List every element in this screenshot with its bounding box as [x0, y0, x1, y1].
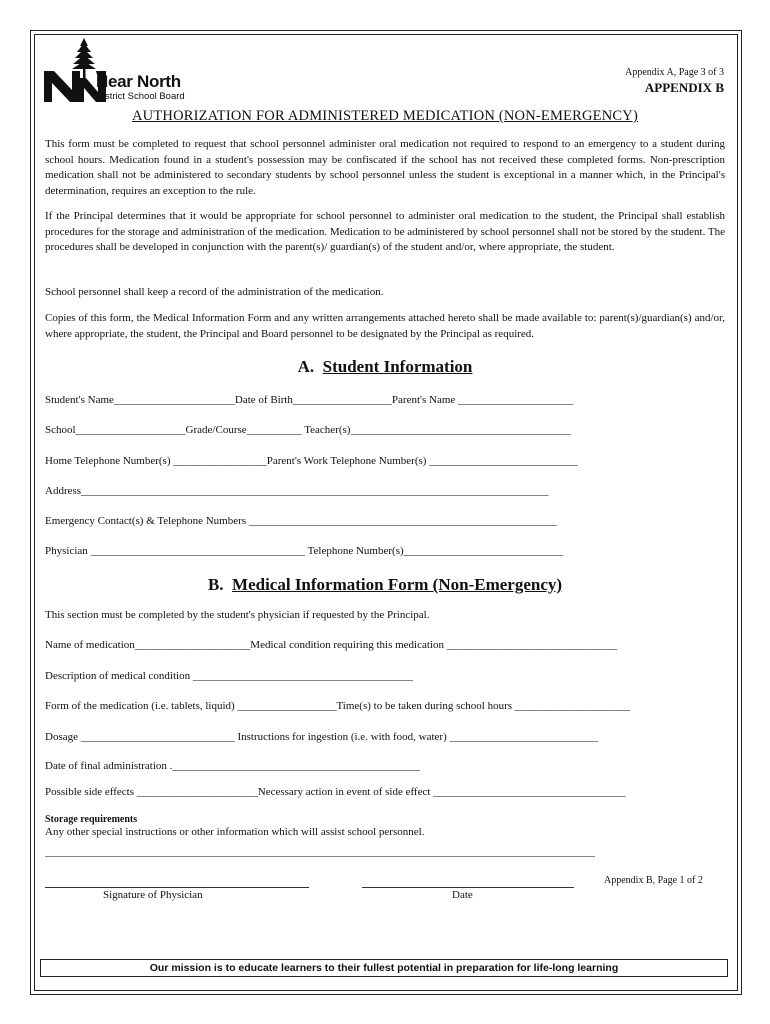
- address-line[interactable]: Address_____________________________________________________________________________________: [45, 485, 549, 497]
- physician-line[interactable]: Physician _______________________________________ Telephone Number(s)_____________________________: [45, 545, 564, 557]
- dosage-line[interactable]: Dosage ____________________________ Instructions for ingestion (i.e. with food, water) ___________________________: [45, 731, 598, 743]
- appendix-label: APPENDIX B: [644, 80, 724, 95]
- school-grade-teacher-line[interactable]: School____________________Grade/Course__________ Teacher(s)________________________________________: [45, 424, 571, 436]
- student-name-line[interactable]: Student's Name______________________Date of Birth__________________Parent's Name _____________________: [45, 394, 574, 406]
- medication-form-line[interactable]: Form of the medication (i.e. tablets, liquid) __________________Time(s) to be taken during school hours _____________________: [45, 700, 631, 712]
- medication-name-line[interactable]: Name of medication_____________________Medical condition requiring this medication _______________________________: [45, 639, 618, 651]
- section-b-letter: B.: [207, 575, 224, 594]
- date-signature-line[interactable]: [362, 887, 574, 888]
- side-effects-line[interactable]: Possible side effects ______________________Necessary action in event of side effect ___________________________________: [45, 786, 626, 798]
- page-reference-top: Appendix A, Page 3 of 3: [625, 67, 724, 78]
- intro-paragraph-4: Copies of this form, the Medical Information Form and any written arrangements attached hereto shall be made available to: parent(s)/guardian(s) and/or, where appropriate, the student, the Principal and Board personnel to be designated by the Principal as required.: [45, 312, 725, 340]
- section-b-intro: This section must be completed by the student's physician if requested by the Principal.: [45, 609, 430, 621]
- org-subtitle: District School Board: [96, 91, 185, 102]
- storage-instructions: Any other special instructions or other information which will assist school personnel.: [45, 826, 425, 838]
- medical-condition-line[interactable]: Description of medical condition ________________________________________: [45, 670, 413, 682]
- physician-signature-label: Signature of Physician: [103, 889, 203, 901]
- page-reference-bottom: Appendix B, Page 1 of 2: [604, 875, 703, 886]
- section-a-heading: [0, 357, 770, 377]
- emergency-contact-line[interactable]: Emergency Contact(s) & Telephone Numbers ________________________________________________________: [45, 515, 557, 527]
- telephone-line[interactable]: Home Telephone Number(s) _________________Parent's Work Telephone Number(s) ___________________________: [45, 455, 578, 467]
- physician-signature-line[interactable]: [45, 887, 309, 888]
- intro-paragraph-3: School personnel shall keep a record of the administration of the medication.: [45, 286, 384, 298]
- final-administration-line[interactable]: Date of final administration ._____________________________________________: [45, 760, 420, 772]
- mission-statement-box: [40, 959, 728, 977]
- storage-requirements-label: Storage requirements: [45, 814, 138, 825]
- date-label: Date: [452, 889, 473, 901]
- section-a-title: Student Information: [322, 357, 473, 376]
- form-title: AUTHORIZATION FOR ADMINISTERED MEDICATION (NON-EMERGENCY): [132, 108, 638, 124]
- section-b-title: Medical Information Form (Non-Emergency): [232, 575, 563, 594]
- section-b-heading: [0, 575, 770, 595]
- section-a-letter: A.: [297, 357, 315, 376]
- intro-paragraph-1: This form must be completed to request that school personnel administer oral medication not required to respond to an emergency to a student during school hours. Medication found in a student's possession may be confiscated if the school has not received these completed forms. Non-prescription medication shall not be administered to secondary students by school personnel unless the student is exceptional in a manner which, in the Principal's determination, requires an exception to the rule.: [45, 138, 725, 197]
- mission-statement: Our mission is to educate learners to their fullest potential in preparation for life-long learning: [149, 962, 619, 974]
- intro-paragraph-2: If the Principal determines that it would be appropriate for school personnel to administer oral medication to the student, the Principal shall establish procedures for the storage and administration of the medication. Medication to be administered by school personnel shall not be stored by the student. The procedures shall be developed in conjunction with the parent(s)/ guardian(s) of the student and/or, where appropriate, the student.: [45, 210, 725, 254]
- org-name: Near North: [96, 72, 181, 91]
- storage-input-line[interactable]: ____________________________________________________________________________________________________: [45, 846, 595, 858]
